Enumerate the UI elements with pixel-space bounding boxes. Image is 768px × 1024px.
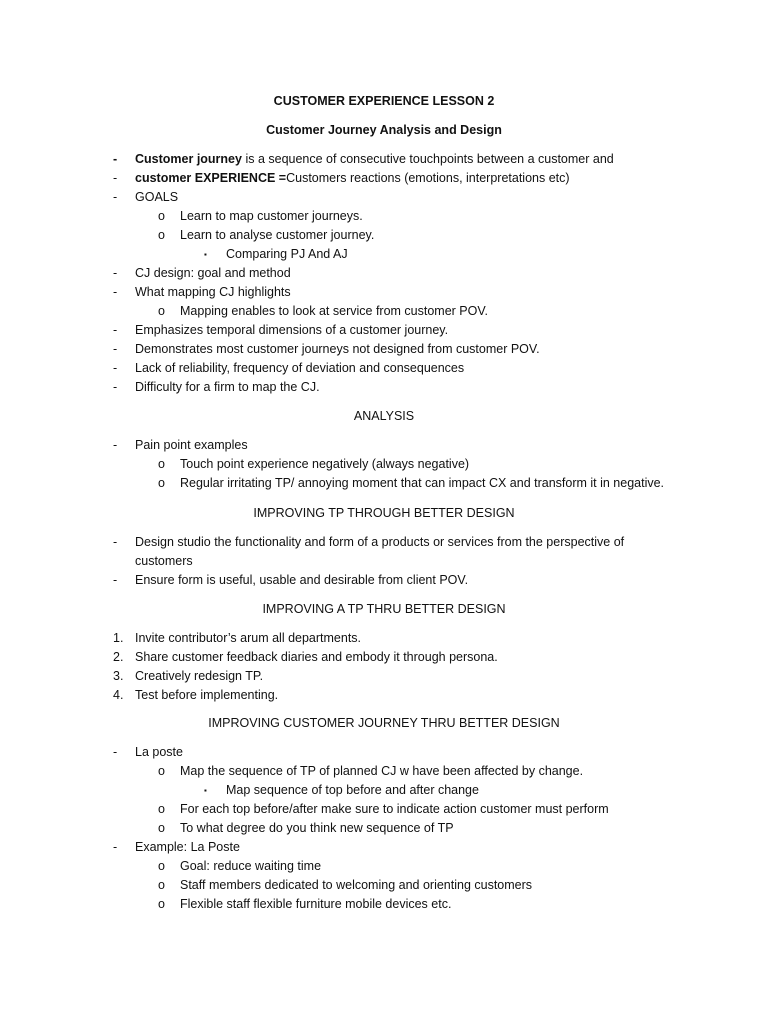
dash-marker: - xyxy=(113,380,118,394)
dash-marker: - xyxy=(113,285,118,299)
dash-marker: - xyxy=(113,438,118,452)
list-item-example xyxy=(0,838,768,857)
sub-item-mapping xyxy=(0,302,768,321)
numbered-item-text: Creatively redesign TP. xyxy=(135,669,264,683)
number-marker: 1. xyxy=(113,631,124,645)
numbered-item-text: Invite contributor’s arum all departments. xyxy=(135,631,362,645)
dash-marker: - xyxy=(113,361,118,375)
circle-marker: o xyxy=(158,764,165,778)
sub-item-staff-members xyxy=(0,876,768,895)
sub-item-text: Flexible staff flexible furniture mobile devices etc. xyxy=(180,897,452,911)
list-item-text: Demonstrates most customer journeys not designed from customer POV. xyxy=(135,342,540,356)
sub-item-pain-2 xyxy=(0,474,768,493)
number-marker: 4. xyxy=(113,688,124,702)
list-item-text: What mapping CJ highlights xyxy=(135,285,291,299)
dash-marker: - xyxy=(113,745,118,759)
sub-item-goal-1 xyxy=(0,207,768,226)
sub-item-text: Map the sequence of TP of planned CJ w have been affected by change. xyxy=(180,764,584,778)
sub-item-text: Mapping enables to look at service from customer POV. xyxy=(180,304,489,318)
dash-marker: - xyxy=(113,573,118,587)
numbered-item xyxy=(0,686,768,705)
list-item-la-poste xyxy=(0,743,768,762)
page-subtitle: Customer Journey Analysis and Design xyxy=(266,123,502,137)
number-marker: 2. xyxy=(113,650,124,664)
circle-marker: o xyxy=(158,802,165,816)
sub-item-text: Learn to map customer journeys. xyxy=(180,209,363,223)
sub-sub-item-comparing xyxy=(0,245,768,264)
dash-marker: - xyxy=(113,266,118,280)
list-item-difficulty xyxy=(0,378,768,397)
list-item-text: Example: La Poste xyxy=(135,840,240,854)
dash-marker: - xyxy=(113,342,118,356)
sub-item-text: Staff members dedicated to welcoming and orienting customers xyxy=(180,878,533,892)
sub-item-goal-waiting xyxy=(0,857,768,876)
term-customer-journey: Customer journey xyxy=(135,152,242,166)
sub-item-goal-2 xyxy=(0,226,768,245)
list-item-goals xyxy=(0,188,768,207)
list-item-design-studio xyxy=(0,533,768,571)
dash-marker: - xyxy=(113,171,118,185)
list-item-text: GOALS xyxy=(135,190,179,204)
definition-customer-experience: Customers reactions (emotions, interpretations etc) xyxy=(286,171,570,185)
circle-marker: o xyxy=(158,209,165,223)
list-item-text: CJ design: goal and method xyxy=(135,266,291,280)
section-heading-improving-cj: IMPROVING CUSTOMER JOURNEY THRU BETTER DESIGN xyxy=(208,716,560,730)
sub-item-text: Goal: reduce waiting time xyxy=(180,859,322,873)
sub-sub-item-map-before-after xyxy=(0,781,768,800)
list-item-customer-journey xyxy=(0,150,768,169)
list-item-demonstrates xyxy=(0,340,768,359)
list-item-lack xyxy=(0,359,768,378)
section-heading-improving-tp: IMPROVING TP THROUGH BETTER DESIGN xyxy=(253,506,515,520)
list-item-cj-design xyxy=(0,264,768,283)
sub-item-map-sequence xyxy=(0,762,768,781)
dash-marker: - xyxy=(113,323,118,337)
numbered-item xyxy=(0,648,768,667)
page-title: CUSTOMER EXPERIENCE LESSON 2 xyxy=(273,94,495,108)
numbered-item-text: Test before implementing. xyxy=(135,688,279,702)
list-item-text: Difficulty for a firm to map the CJ. xyxy=(135,380,320,394)
section-heading-improving-a-tp: IMPROVING A TP THRU BETTER DESIGN xyxy=(262,602,506,616)
sub-item-text: Touch point experience negatively (always negative) xyxy=(180,457,470,471)
list-item-pain-points xyxy=(0,436,768,455)
numbered-item-text: Share customer feedback diaries and embody it through persona. xyxy=(135,650,498,664)
list-item-mapping-highlights xyxy=(0,283,768,302)
circle-marker: o xyxy=(158,457,165,471)
list-item-text: Design studio the functionality and form of a products or services from the perspective of customers xyxy=(135,535,625,568)
circle-marker: o xyxy=(158,304,165,318)
numbered-item xyxy=(0,629,768,648)
sub-sub-item-text: Comparing PJ And AJ xyxy=(226,247,348,261)
list-item-customer-experience xyxy=(0,169,768,188)
list-item-ensure-form xyxy=(0,571,768,590)
circle-marker: o xyxy=(158,897,165,911)
sub-item-flexible-staff xyxy=(0,895,768,914)
numbered-item xyxy=(0,667,768,686)
sub-item-text: Learn to analyse customer journey. xyxy=(180,228,375,242)
circle-marker: o xyxy=(158,821,165,835)
sub-item-text: For each top before/after make sure to indicate action customer must perform xyxy=(180,802,609,816)
list-item-temporal xyxy=(0,321,768,340)
list-item-text: Emphasizes temporal dimensions of a customer journey. xyxy=(135,323,449,337)
number-marker: 3. xyxy=(113,669,124,683)
circle-marker: o xyxy=(158,476,165,490)
square-marker: ▪ xyxy=(204,786,207,795)
sub-sub-item-text: Map sequence of top before and after change xyxy=(226,783,479,797)
sub-item-text: To what degree do you think new sequence of TP xyxy=(180,821,454,835)
dash-marker: - xyxy=(113,152,118,166)
list-item-text: Lack of reliability, frequency of deviation and consequences xyxy=(135,361,465,375)
list-item-text: Pain point examples xyxy=(135,438,248,452)
circle-marker: o xyxy=(158,228,165,242)
dash-marker: - xyxy=(113,190,118,204)
section-heading-analysis: ANALYSIS xyxy=(353,409,415,423)
sub-item-each-top xyxy=(0,800,768,819)
square-marker: ▪ xyxy=(204,250,207,259)
list-item-text: Ensure form is useful, usable and desirable from client POV. xyxy=(135,573,469,587)
sub-item-what-degree xyxy=(0,819,768,838)
sub-item-pain-1 xyxy=(0,455,768,474)
dash-marker: - xyxy=(113,535,118,549)
dash-marker: - xyxy=(113,840,118,854)
term-customer-experience: customer EXPERIENCE = xyxy=(135,171,287,185)
circle-marker: o xyxy=(158,859,165,873)
circle-marker: o xyxy=(158,878,165,892)
sub-item-text: Regular irritating TP/ annoying moment that can impact CX and transform it in negative. xyxy=(180,476,665,490)
list-item-text: La poste xyxy=(135,745,183,759)
definition-customer-journey: is a sequence of consecutive touchpoints between a customer and xyxy=(241,152,614,166)
